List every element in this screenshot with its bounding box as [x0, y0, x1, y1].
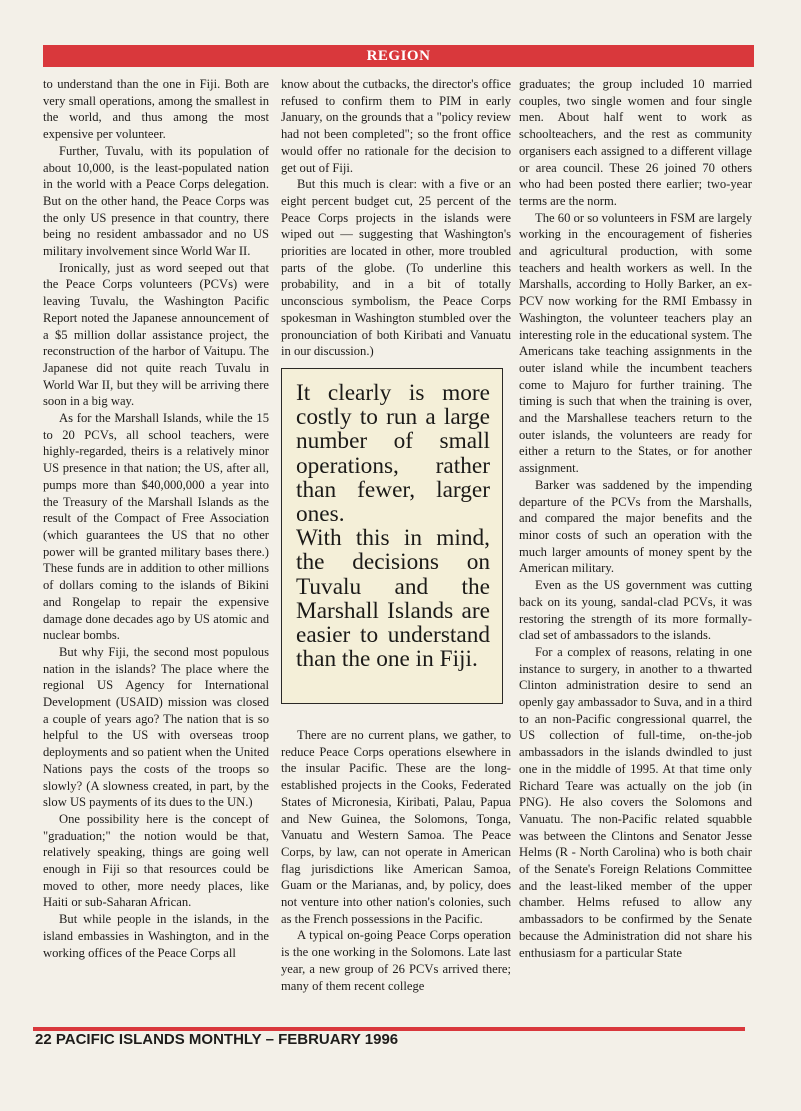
- pull-quote-paragraph-2: With this in mind, the decisions on Tuvalu and the Marshall Islands are easier to understand than the one in Fiji.: [296, 525, 490, 673]
- article-paragraph: to understand than the one in Fiji. Both are very small operations, among the smallest in the world, and thus among the most expensive per volunteer.: [43, 77, 269, 142]
- article-column-2-top: [281, 76, 511, 360]
- article-paragraph: For a complex of reasons, relating in one instance to surgery, in another to a thwarted Clinton administration desire to send an openly gay ambassador to Suva, and in a third to an non-Pacific congressional quarrel, the US collection of full-time, on-the-job ambassadors in the islands dwindled to just one in the middle of 1995. At that time only Richard Teare was actually on the job (in PNG). He also covers the Solomons and Vanuatu. The non-Pacific related squabble was between the Clintons and Senator Jesse Helms (R - North Carolina) who is both chair of the Senate's Foreign Relations Committee and the least-liked member of the upper chamber. Helms refused to allow any ambassadors to be confirmed by the Senate because the Administration did not share his enthusiasm for a particular State: [519, 644, 752, 960]
- article-paragraph: But this much is clear: with a five or an eight percent budget cut, 25 percent of the Peace Corps projects in the islands were wiped out — suggesting that Washington's priorities are located in other, more troubled parts of the globe. (To underline this probability, and in a bit of totally unconscious symbolism, the Peace Corps spokesman in Washington stumbled over the pronounciation of both Kiribati and Vanuatu in our discussion.): [281, 177, 511, 359]
- article-paragraph: Even as the US government was cutting back on its young, sandal-clad PCVs, it was restoring the strength of its more formally-clad set of ambassadors to the islands.: [519, 578, 752, 643]
- section-title: REGION: [366, 47, 431, 64]
- article-paragraph: Further, Tuvalu, with its population of about 10,000, is the least-populated nation in the world with a Peace Corps delegation. But on the other hand, the Peace Corps was the only US presence in that country, there being no resident ambassador and no US military involvement since World War II.: [43, 143, 269, 259]
- pull-quote: [281, 368, 503, 704]
- article-column-1: [43, 76, 269, 961]
- article-paragraph: Ironically, just as word seeped out that the Peace Corps volunteers (PCVs) were leaving Tuvalu, the Washington Pacific Report noted the Japanese announcement of a $5 million dollar assistance project, the reconstruction of the harbor of Vaitupu. The Japanese did not quite reach Tuvalu in World War II, but they will be arriving there soon in a big way.: [43, 260, 269, 409]
- footer-text: 22 PACIFIC ISLANDS MONTHLY – FEBRUARY 1996: [35, 1031, 399, 1048]
- article-column-2-bottom: [281, 727, 511, 994]
- article-paragraph: But while people in the islands, in the island embassies in Washington, and in the working offices of the Peace Corps all: [43, 912, 269, 960]
- article-paragraph: As for the Marshall Islands, while the 15 to 20 PCVs, all school teachers, were highly-regarded, theirs is a relatively minor US presence in that nation; the US, after all, pumps more than $40,000,000 a year into the Treasury of the Marshall Islands as the result of the Compact of Free Association (which guarantees the US that no other power will be granted military bases there.) These funds are in addition to other millions of dollars coming to the islands of Bikini and Rongelap to repair the expensive damage done decades ago by US atomic and nuclear bombs.: [43, 411, 269, 643]
- article-paragraph: The 60 or so volunteers in FSM are largely working in the encouragement of fisheries and agricultural production, with some teachers and health workers as well. In the Marshalls, according to Holly Barker, an ex-PCV now working for the RMI Embassy in Washington, the volunteer teachers play an interesting role in the educational system. The Americans take teaching assignments in the outer island while the incumbent teachers come to Majuro for further training. The timing is such that when the training is over, and the Marshallese teachers return to the outer islands, the volunteers are ready for either a return to the States, or for another assignment.: [519, 210, 752, 476]
- article-paragraph: A typical on-going Peace Corps operation is the one working in the Solomons. Late last year, a new group of 26 PCVs arrived there; many of them recent college: [281, 928, 511, 993]
- article-paragraph: One possibility here is the concept of "graduation;" the notion would be that, relatively speaking, things are going well enough in Fiji so that resources could be moved to other, more needy places, like Haiti or sub-Saharan African.: [43, 811, 269, 910]
- article-column-3: [519, 76, 752, 961]
- article-paragraph: graduates; the group included 10 married couples, two single women and four single men. About half went to work as schoolteachers, and the rest as community organisers each assigned to a different village or area council. These 26 joined 70 others who had been posted there earlier; two-year terms are the norm.: [519, 77, 752, 208]
- page-footer: [35, 1031, 398, 1048]
- article-paragraph: know about the cutbacks, the director's office refused to confirm them to PIM in early January, on the grounds that a "policy review had not been completed"; so the front office would offer no rationale for the decision to get out of Fiji.: [281, 77, 511, 175]
- article-paragraph: There are no current plans, we gather, to reduce Peace Corps operations elsewhere in the insular Pacific. These are the long-established projects in the Cooks, Federated States of Micronesia, Kiribati, Palau, Papua and New Guinea, the Solomons, Tonga, Vanuatu and Western Samoa. The Peace Corps, by law, can not operate in American flag jurisdictions like American Samoa, Guam or the Marianas, and, by policy, does not venture into other nation's colonies, such as the French possessions in the Pacific.: [281, 728, 511, 926]
- section-banner: [43, 45, 754, 67]
- pull-quote-paragraph-1: It clearly is more costly to run a large number of small operations, rather than fewer, larger ones.: [296, 380, 490, 528]
- article-paragraph: But why Fiji, the second most populous nation in the islands? The place where the regional US Agency for International Development (USAID) mission was closed a couple of years ago? The nation that is so helpful to the US with overseas troop deployments and so patient when the United Nations pays the costs of the troops so slowly? (A slowness created, in part, by the slow US payments of its dues to the UN.): [43, 644, 269, 810]
- article-paragraph: Barker was saddened by the impending departure of the PCVs from the Marshalls, and compared the major benefits and the minor costs of such an operation with the much larger amounts of money spent by the American military.: [519, 477, 752, 576]
